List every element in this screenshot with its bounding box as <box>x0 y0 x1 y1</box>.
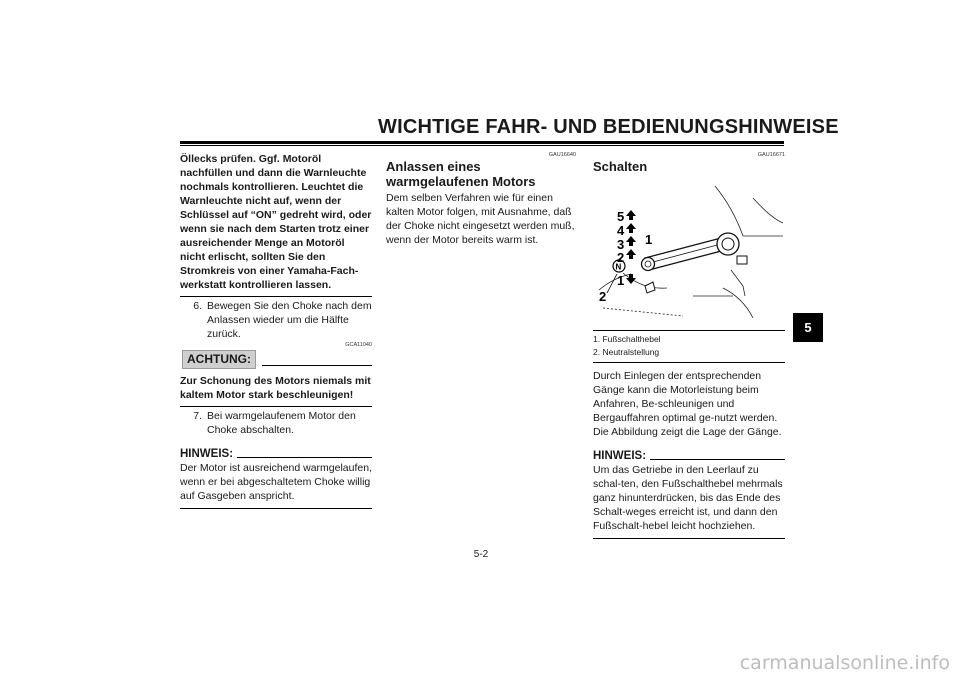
hinweis-label: HINWEIS: <box>593 450 647 462</box>
section-code: GAU16671 <box>757 152 785 158</box>
divider <box>593 362 785 363</box>
step-6 <box>180 299 372 341</box>
chapter-tab: 5 <box>793 313 823 342</box>
hinweis-text: Um das Getriebe in den Leerlauf zu schal-ten, den Fußschalthebel mehrmals ganz hinunterdrücken, bis das Ende des Schalt-weges erreicht ist, und dann den Fußschalt-hebel leicht hochziehen. <box>593 464 783 532</box>
achtung-text: Zur Schonung des Motors niemals mit kaltem Motor stark beschleunigen! <box>180 375 371 401</box>
column-middle <box>386 152 576 247</box>
arrow-down-icon <box>626 274 636 284</box>
intro-warning-text: Öllecks prüfen. Ggf. Motoröl nachfüllen und dann die Warnleuchte nochmals kontrollieren. Leuchtet die Warnleuchte nicht auf, wenn der Schlüssel auf “ON” gedreht wird, oder wenn sie nach dem Starten trotz einer ausreichender Menge an Motoröl nicht erlischt, sollten Sie den Stromkreis von einer Yamaha-Fach-werkstatt kontrollieren lassen. <box>180 153 372 291</box>
step-7 <box>180 409 372 437</box>
step-number: 6. <box>193 300 202 312</box>
page-number: 5-2 <box>473 549 489 560</box>
step-number: 7. <box>193 410 202 422</box>
gear-label-5: 5 <box>617 209 625 224</box>
section-body: Dem selben Verfahren wie für einen kalten Motor folgen, mit Ausnahme, daß der Choke nicht eingesetzt werden muß, wenn der Motor bereits warm ist. <box>386 192 575 246</box>
header-rule <box>180 141 784 144</box>
divider <box>180 508 372 509</box>
figure-captions <box>593 333 785 359</box>
step-text: Bei warmgelaufenem Motor den Choke abschalten. <box>207 410 356 436</box>
section-code: GAU16640 <box>548 152 576 158</box>
section-body: Durch Einlegen der entsprechenden Gänge kann die Motorleistung beim Anfahren, Be-schleunigen und Bergauffahren optimal ge-nutzt werden. Die Abbildung zeigt die Lage der Gänge. <box>593 370 782 438</box>
column-right <box>593 152 785 541</box>
column-left <box>180 152 372 511</box>
section-title: Schalten <box>593 159 648 174</box>
divider <box>593 330 785 331</box>
gear-label-2: 2 <box>617 250 625 265</box>
callout-1: 1 <box>645 232 653 247</box>
divider <box>593 538 785 539</box>
divider <box>180 406 372 407</box>
watermark: carmanualsonline.info <box>739 652 950 674</box>
gear-label-3: 3 <box>617 237 625 252</box>
gear-shift-figure <box>593 178 785 328</box>
achtung-label: ACHTUNG: <box>182 350 256 369</box>
gear-label-4: 4 <box>617 223 625 238</box>
caption-1: 1. Fußschalthebel <box>593 334 661 344</box>
section-title: Anlassen eines warmgelaufenen Motors <box>386 159 536 189</box>
arrow-up-icon <box>626 236 636 246</box>
hinweis-heading <box>180 447 372 461</box>
achtung-rule <box>262 365 372 366</box>
step-text: Bewegen Sie den Choke nach dem Anlassen wieder um die Hälfte zurück. <box>207 300 372 340</box>
achtung-code: GCA11040 <box>345 342 372 348</box>
hinweis-text: Der Motor ist ausreichend warmgelaufen, wenn er bei abgeschaltetem Choke willig auf Gasgeben anspricht. <box>180 462 373 502</box>
hinweis-label: HINWEIS: <box>180 448 234 460</box>
gear-label-1: 1 <box>617 273 625 288</box>
callout-2: 2 <box>599 289 607 304</box>
arrow-up-icon <box>626 210 636 220</box>
gear-shift-illustration <box>593 178 785 328</box>
arrow-up-icon <box>626 249 636 259</box>
page-header-title: WICHTIGE FAHR- UND BEDIENUNGSHINWEISE <box>378 116 839 138</box>
hinweis-rule <box>650 459 785 460</box>
hinweis-heading <box>593 449 785 463</box>
divider <box>180 296 372 297</box>
arrow-up-icon <box>626 223 636 233</box>
gear-label-neutral: N <box>615 262 622 272</box>
caption-2: 2. Neutralstellung <box>593 347 660 357</box>
hinweis-rule <box>237 457 372 458</box>
achtung-heading <box>180 350 372 369</box>
header-rule-thin <box>180 145 784 146</box>
